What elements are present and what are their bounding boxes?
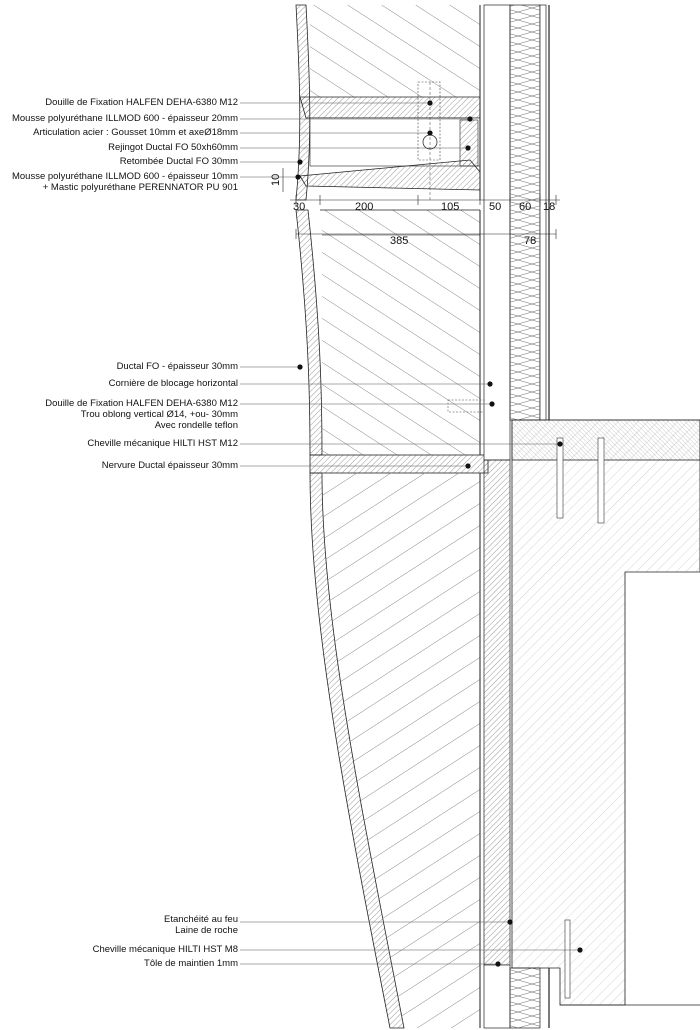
callout-steel-articulation [33, 127, 238, 138]
callout-ductal-30mm [117, 361, 238, 372]
concrete-slab [512, 420, 700, 1005]
callout-text: Rejingot Ductal FO 50xh60mm [108, 142, 238, 153]
callout-text: Mousse polyuréthane ILLMOD 600 - épaisseur 10mm [11, 171, 238, 182]
callout-text: Cheville mécanique HILTI HST M8 [92, 944, 238, 955]
callout-text: Avec rondelle teflon [154, 420, 238, 431]
dim-385: 385 [390, 235, 409, 247]
callout-pu-foam-10mm [12, 171, 238, 193]
callout-nervure [102, 460, 238, 471]
callout-text: Nervure Ductal épaisseur 30mm [101, 460, 238, 471]
callout-retombee [120, 156, 238, 167]
callout-text: Laine de roche [175, 925, 238, 936]
callout-text: Ductal FO - épaisseur 30mm [116, 361, 238, 372]
callout-rejingot [108, 142, 238, 153]
dim-18: 18 [543, 201, 556, 213]
middle-ductal-panel [296, 210, 496, 473]
callout-text: Articulation acier : Gousset 10mm et axeØ18mm [33, 127, 238, 138]
callout-text: Retombée Ductal FO 30mm [119, 156, 238, 167]
callout-pu-foam-20mm [12, 113, 238, 124]
callout-text: Trou oblong vertical Ø14, +ou- 30mm [80, 409, 238, 420]
upper-ductal-panel [296, 5, 480, 200]
callout-text: Cornière de blocage horizontal [108, 378, 238, 389]
callout-hilti-m8 [93, 944, 238, 955]
callout-text: Etanchéité au feu [164, 914, 238, 925]
callout-fire-seal [164, 914, 238, 936]
callout-hilti-m12 [87, 438, 238, 449]
callout-text: Tôle de maintien 1mm [144, 958, 238, 969]
dim-78: 78 [524, 235, 537, 247]
dim-200: 200 [355, 201, 374, 213]
dim-60: 60 [519, 201, 532, 213]
callout-text: Mousse polyuréthane ILLMOD 600 - épaisseur 20mm [11, 113, 238, 124]
callout-text: + Mastic polyuréthane PERENNATOR PU 901 [42, 182, 238, 193]
dim-105: 105 [441, 201, 460, 213]
dim-30: 30 [293, 201, 306, 213]
callout-tole [144, 958, 238, 969]
callout-text: Cheville mécanique HILTI HST M12 [87, 438, 238, 449]
callout-text: Douille de Fixation HALFEN DEHA-6380 M12 [45, 398, 238, 409]
dim-50: 50 [489, 201, 502, 213]
callout-corniere [109, 378, 238, 389]
lower-ductal-panel [310, 473, 480, 1028]
dim-10: 10 [270, 173, 282, 186]
callout-text: Douille de Fixation HALFEN DEHA-6380 M12 [45, 97, 238, 108]
callout-halfen-anchor-top [45, 97, 238, 108]
callout-halfen-anchor-slotted [45, 398, 238, 431]
